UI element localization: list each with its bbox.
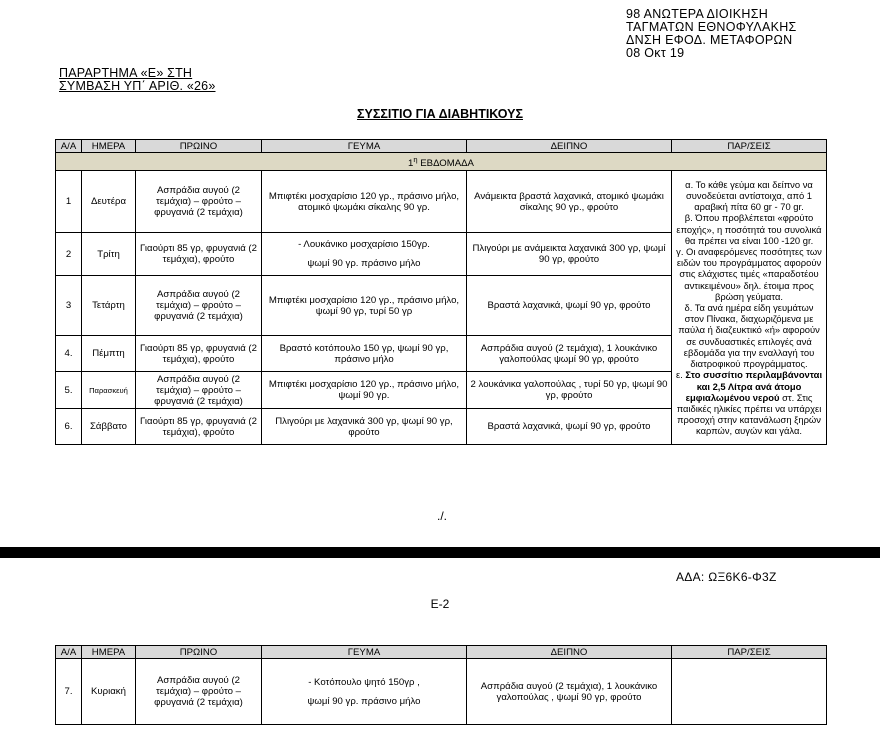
row-breakfast: Γιαούρτι 85 γρ, φρυγανιά (2 τεμάχια), φρούτο (136, 233, 262, 276)
row-dinner: Βραστά λαχανικά, ψωμί 90 γρ, φρούτο (467, 276, 672, 336)
note-e-bold: Στο συσσίτιο περιλαμβάνονται και 2,5 Λίτρα ανά άτομο εμφιαλωμένου νερού (685, 369, 823, 403)
annex-header (59, 67, 216, 93)
note-a: α. Το κάθε γεύμα και δείπνο να συνοδεύεται αντίστοιχα, από 1 αραβική πίτα 60 gr - 70 gr. (685, 178, 813, 213)
row-lunch: Μπιφτέκι μοσχαρίσιο 120 γρ., πράσινο μήλο, ατομικό ψωμάκι σίκαλης 90 γρ. (262, 171, 467, 233)
col-header-breakfast: ΠΡΩΙΝΟ (136, 646, 262, 659)
row-dinner: Ασπράδια αυγού (2 τεμάχια), 1 λουκάνικο γαλοπούλας ψωμί 90 γρ, φρούτο (467, 336, 672, 372)
table-header-row (56, 140, 827, 153)
row-dinner: Βραστά λαχανικά, ψωμί 90 γρ, φρούτο (467, 409, 672, 445)
row-breakfast: Ασπράδια αυγού (2 τεμάχια) – φρούτο – φρυγανιά (2 τεμάχια) (136, 372, 262, 409)
col-header-dinner: ΔΕΙΠΝΟ (467, 646, 672, 659)
note-e: ε. Στο συσσίτιο περιλαμβάνονται και 2,5 Λίτρα ανά άτομο εμφιαλωμένου νερού στ. Στις παιδικές ηλικίες πρέπει να υπάρχει προσοχή στην κατανάλωση ξηρών καρπών, αυγών και γάλα. (675, 369, 823, 437)
row-lunch: Πλιγούρι με λαχανικά 300 γρ, ψωμί 90 γρ, φρούτο (262, 409, 467, 445)
notes-cell (672, 171, 827, 445)
issuer-line-2: ΤΑΓΜΑΤΩΝ ΕΘΝΟΦΥΛΑΚΗΣ (626, 20, 797, 34)
note-b: β. Όπου προβλέπεται «φρούτο εποχής», η ποσότητά του συνολικά θα πρέπει να είναι 100 -120 gr. (676, 212, 822, 246)
row-breakfast: Ασπράδια αυγού (2 τεμάχια) – φρούτο – φρυγανιά (2 τεμάχια) (136, 276, 262, 336)
row-dinner: Ανάμεικτα βραστά λαχανικά, ατομικό ψωμάκι σίκαλης 90 γρ., φρούτο (467, 171, 672, 233)
meal-table-continued (55, 645, 827, 725)
annex-line-1: ΠΑΡΑΡΤΗΜΑ «Ε» ΣΤΗ (59, 66, 193, 80)
note-c: γ. Οι αναφερόμενες ποσότητες των ειδών του προγράμματος αφορούν στις ελάχιστες τιμές «παραδοτέου αντικειμένου» δηλ. έτοιμα προς βρώση γεύματα. (676, 246, 822, 302)
row-lunch: Βραστό κοτόπουλο 150 γρ, ψωμί 90 γρ, πράσινο μήλο (262, 336, 467, 372)
meal-table (55, 139, 827, 445)
row-number: 2 (56, 233, 82, 276)
row-breakfast: Ασπράδια αυγού (2 τεμάχια) – φρούτο – φρυγανιά (2 τεμάχια) (136, 171, 262, 233)
row-number: 5. (56, 372, 82, 409)
col-header-aa: Α/Α (56, 646, 82, 659)
col-header-breakfast: ΠΡΩΙΝΟ (136, 140, 262, 153)
row-breakfast: Γιαούρτι 85 γρ, φρυγανιά (2 τεμάχια), φρούτο (136, 336, 262, 372)
end-mark: ./. (437, 509, 448, 523)
row-dinner: Ασπράδια αυγού (2 τεμάχια), 1 λουκάνικο γαλοπούλας , ψωμί 90 γρ, φρούτο (467, 659, 672, 725)
row-breakfast: Ασπράδια αυγού (2 τεμάχια) – φρούτο – φρυγανιά (2 τεμάχια) (136, 659, 262, 725)
row-breakfast: Γιαούρτι 85 γρ, φρυγανιά (2 τεμάχια), φρούτο (136, 409, 262, 445)
week-row (56, 153, 827, 171)
note-d: δ. Τα ανά ημέρα είδη γευμάτων στον Πίνακα, διαχωριζόμενα με παύλα ή διαζευκτικό «ή» αφορούν σε συνδυαστικές επιλογές ανά εβδομάδα για την εναλλαγή του διατροφικού προγράμματος. (678, 302, 820, 370)
row-lunch: - Κοτόπουλο ψητό 150γρ , ψωμί 90 γρ. πράσινο μήλο (262, 659, 467, 725)
col-header-lunch: ΓΕΥΜΑ (262, 646, 467, 659)
row-lunch: Μπιφτέκι μοσχαρίσιο 120 γρ., πράσινο μήλο, ψωμί 90 γρ, τυρί 50 γρ (262, 276, 467, 336)
row-day: Δευτέρα (82, 171, 136, 233)
row-dinner: 2 λουκάνικα γαλοπούλας , τυρί 50 γρ, ψωμί 90 γρ, φρούτο (467, 372, 672, 409)
row-number: 7. (56, 659, 82, 725)
table-row (56, 659, 827, 725)
col-header-notes: ΠΑΡ/ΣΕΙΣ (672, 140, 827, 153)
page-title: ΣΥΣΣΙΤΙΟ ΓΙΑ ΔΙΑΒΗΤΙΚΟΥΣ (357, 107, 523, 121)
row-day: Τετάρτη (82, 276, 136, 336)
row-lunch: - Λουκάνικο μοσχαρίσιο 150γρ. ψωμί 90 γρ. πράσινο μήλο (262, 233, 467, 276)
row-lunch: Μπιφτέκι μοσχαρίσιο 120 γρ., πράσινο μήλο, ψωμί 90 γρ. (262, 372, 467, 409)
col-header-day: ΗΜΕΡΑ (82, 646, 136, 659)
row-day: Κυριακή (82, 659, 136, 725)
row-day: Παρασκευή (82, 372, 136, 409)
col-header-aa: Α/Α (56, 140, 82, 153)
row-notes (672, 659, 827, 725)
row-day: Πέμπτη (82, 336, 136, 372)
issuer-header (626, 8, 797, 60)
col-header-notes: ΠΑΡ/ΣΕΙΣ (672, 646, 827, 659)
row-number: 4. (56, 336, 82, 372)
col-header-lunch: ΓΕΥΜΑ (262, 140, 467, 153)
annex-line-2: ΣΥΜΒΑΣΗ ΥΠ΄ ΑΡΙΘ. «26» (59, 79, 216, 93)
row-number: 3 (56, 276, 82, 336)
week-label: $1^\eta$ ΕΒΔΟΜΑΔΑ (56, 153, 827, 171)
table-row (56, 171, 827, 233)
col-header-day: ΗΜΕΡΑ (82, 140, 136, 153)
table-header-row (56, 646, 827, 659)
issuer-line-3: ΔΝΣΗ ΕΦΟΔ. ΜΕΤΑΦΟΡΩΝ (626, 33, 793, 47)
row-number: 6. (56, 409, 82, 445)
row-number: 1 (56, 171, 82, 233)
row-dinner: Πλιγούρι με ανάμεικτα λαχανικά 300 γρ, ψωμί 90 γρ, φρούτο (467, 233, 672, 276)
page-divider (0, 547, 880, 558)
row-day: Σάββατο (82, 409, 136, 445)
col-header-dinner: ΔΕΙΠΝΟ (467, 140, 672, 153)
row-day: Τρίτη (82, 233, 136, 276)
ada-code: ΑΔΑ: ΩΞ6Κ6-Φ3Ζ (676, 570, 777, 584)
document-date: 08 Οκτ 19 (626, 46, 685, 60)
page-number: Ε-2 (430, 597, 450, 611)
issuer-line-1: 98 ΑΝΩΤΕΡΑ ΔΙΟΙΚΗΣΗ (626, 7, 769, 21)
